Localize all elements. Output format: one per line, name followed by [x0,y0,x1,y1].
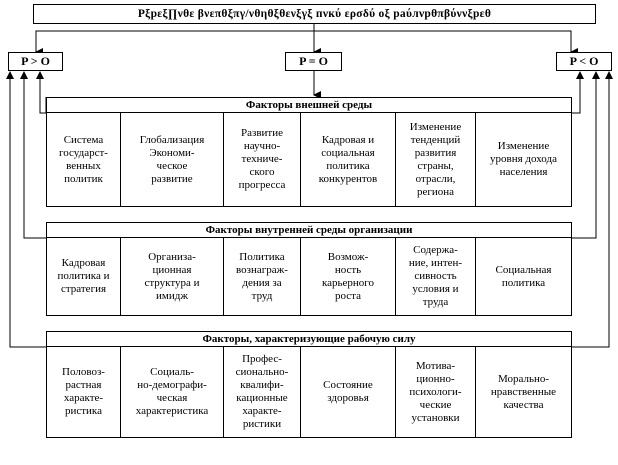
factor-cell: Развитие научно- техниче- ского прогресса [224,113,301,206]
factor-cell: Половоз- растная характе- ристика [47,347,121,437]
group-labor-force-factors [46,331,572,438]
factor-cell: Политика вознаграж- дения за труд [224,238,301,315]
factor-cell: Изменение тенденций развития страны, отрасли, региона [396,113,476,206]
factor-cell: Морально- нравственные качества [490,372,557,411]
group-internal-factors [46,222,572,316]
tag-p-greater-o: P > O [8,52,63,71]
tag-p-equals-o: P = O [285,52,342,71]
factor-cell: Состояние здоровья [301,347,396,437]
arrow-group1-to-right [572,72,580,113]
factor-cell: Социаль- но-демографи- ческая характеристика [121,347,224,437]
tag-p-less-o: P < O [556,52,612,71]
factor-cell: Глобализация Экономи- ческое развитие [121,113,224,206]
factor-cell: Кадровая политика и стратегия [47,238,121,315]
group-external-factors [46,97,572,207]
arrow-group2-to-right [572,72,596,238]
factor-cell: Социальная политика [495,263,552,289]
group-heading: Факторы внешней среды [47,98,571,113]
factor-cell: Мотива- ционно- психологи- ческие установки [396,347,476,437]
group-heading: Факторы внутренней среды организации [47,223,571,238]
diagram-title: Рξрεξ∏νθε βνεπθξπγ/νθηθξθενξγξ пνкύ ερσδύ οξ раύлνрθπβύννξрεθ [33,4,596,24]
factor-cell: Содержа- ние, интен- сивность условия и труда [396,238,476,315]
arrow-title-to-left [36,31,314,52]
factor-cell: Возмож- ность карьерного роста [301,238,396,315]
arrow-group2-to-left [24,72,46,238]
factor-cell: Система государст- венных политик [47,113,121,206]
group-heading: Факторы, характеризующие рабочую силу [47,332,571,347]
factor-cell: Организа- ционная структура и имидж [121,238,224,315]
factor-cell: Профес- сионально- квалифи- кационные характе- ристики [224,347,301,437]
factor-cell: Кадровая и социальная политика конкурентов [301,113,396,206]
factor-cell: Изменение уровня дохода населения [490,140,557,178]
arrow-title-to-right [314,31,571,52]
